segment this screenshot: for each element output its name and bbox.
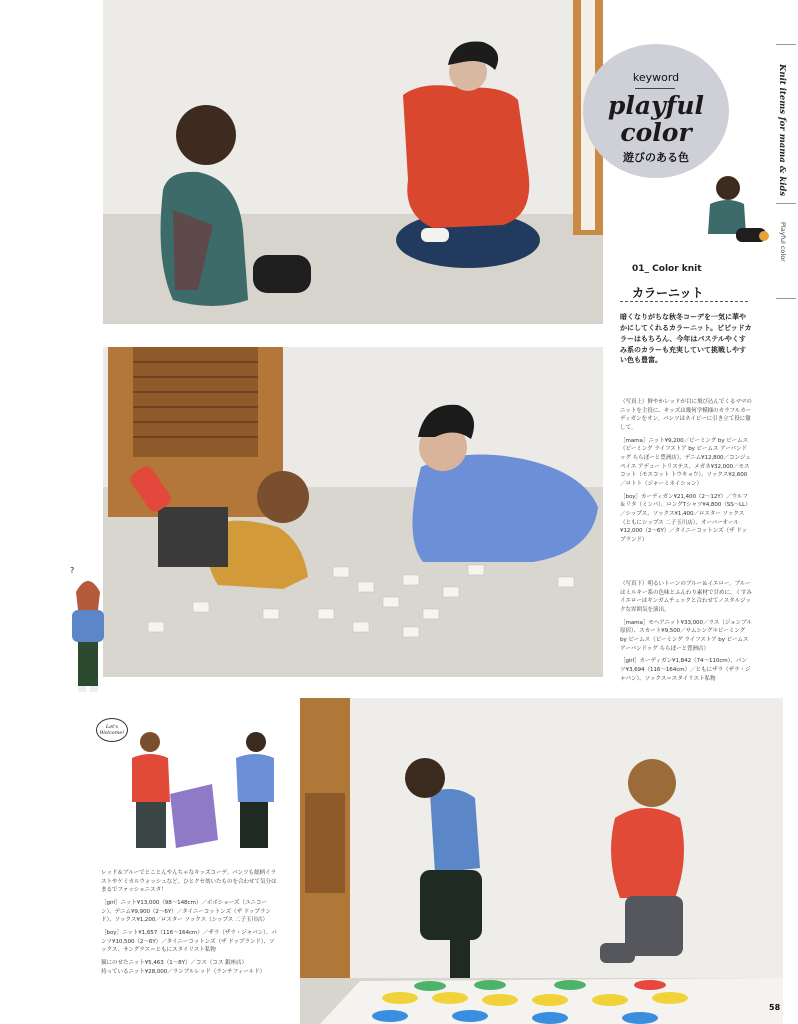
caption-kids-girl: ［girl］ニット¥13,000（98〜148cm）／ボボショーズ（ユニコーン）、デニム¥9,900（2〜6Y）／タイニーコットンズ（ザ ドップランド）、ソックス¥1,200／ロスター ソックス（シップス 二子玉川店） [101,899,271,924]
caption-bottom-mama: ［mama］モヘアニット¥33,000／ラス（ジョンブル 原宿）、スカート¥9,500／サムシング＊ビーミング by ビームス（ビーミング ライフストア by ビームス アーバンドッグ ららぽーと豊洲店） [620,619,752,652]
caption-top-boy: ［boy］カーディガン¥21,400（2〜12Y）／ウルフ＆リタ（ミンバ）、ロングTシャツ¥4,800（SS〜LL）／シップス、ソックス¥1,400／ロスター ソックス（ともにシップス 二子玉川店）、オーバーオール¥12,000（2〜6Y）／タイニーコットンズ（ザ ドップランド） [620,493,751,543]
keyword-underline [635,88,675,89]
section-divider [620,301,748,302]
caption-kids-boy: ［boy］ニット¥1,657（116〜164cm）／ザラ（ザラ・ジャパン）、パンツ¥10,500（2〜6Y）／タイニーコットンズ（ザ ドップランド）、ソックス、サングラス＝ともにスタイリスト私物 [101,929,277,954]
side-rule-mid [776,203,796,204]
section-number: 01_ Color knit [632,264,702,274]
photo-kids-twister [300,698,783,1024]
photo-mama-blue-knit [103,347,603,677]
question-mark: ? [70,566,75,575]
caption-photo-top [620,398,752,549]
caption-top-intro: （写真上）鮮やかレッドが目に飛び込んでくるママのニットを主役に、キッズは幾何学模様のカラフルカーディガンをオン。パンツはネイビーに引き立て役に徹して。 [620,399,752,431]
keyword-badge [583,44,729,178]
side-rule-bottom [776,298,796,299]
side-title: Knit items for mama & kids [777,64,787,197]
caption-photo-bottom [620,580,752,687]
caption-kids-extra1: 猫にのせたニット¥5,463（1〜8Y）／コス（コス 銀座店） [101,959,248,966]
caption-kids-extra2: 持っているニット¥28,000／ランブルレッド（ランチフィールド） [101,968,266,975]
photo-mama-red-knit [103,0,603,324]
caption-bottom-girl: ［girl］カーディガン¥1,842（74〜110cm）、パンツ¥3,694（116〜164cm）／ともにザラ（ザラ・ジャパン）、ソックス＝スタイリスト私物 [620,658,751,682]
caption-top-mama: ［mama］ニット¥9,200／ビーミング by ビームス（ビーミング ライフストア by ビームス アーバンドッグ ららぽーと豊洲店）、デニム¥12,800／コンジェ ペイエ アデュー トリステス、メガネ¥32,000／モスコット（モスコット トウキョウ）、ソックス¥2,600／ロトト（ジャーミネイション） [620,437,751,487]
caption-kids-intro: レッド＆ブルーでとことんやんちゃなキッズコーデ。パンツも総柄イラストやケミカルウォッシュなど、ひとクセ効いたものを合わせて気分はまるでファッショニスタ！ [101,870,277,894]
keyword-label: keyword [632,71,680,84]
page-number: 58 [769,1003,781,1012]
keyword-title: playful color [607,91,705,147]
speech-bubble: Let's Welcome! [96,718,128,742]
cutout-two-kids [118,730,278,858]
side-subtitle: Playful color [779,222,787,262]
side-rule-top [776,44,796,45]
section-lead: 暗くなりがちな秋冬コーデを一気に華やかにしてくれるカラーニット。ビビッドカラーはもちろん、今年はパステルやくすみ系のカラーも充実していて挑戦しやすい色も豊富。 [620,313,752,365]
cutout-kid-fox-hat [66,570,110,694]
keyword-title-ja: 遊びのある色 [623,151,689,164]
caption-kids [101,869,279,980]
cutout-kid-cardigan [700,172,770,256]
caption-bottom-intro: （写真下）明るいトーンのブルー＆イエロー。ブルーはミルキー系の色味とふんわり素材で甘めに、くすみイエローはギンガムチェックと合わせてノスタルジックな雰囲気を演出。 [620,581,752,613]
section-title: カラーニット [632,286,704,300]
